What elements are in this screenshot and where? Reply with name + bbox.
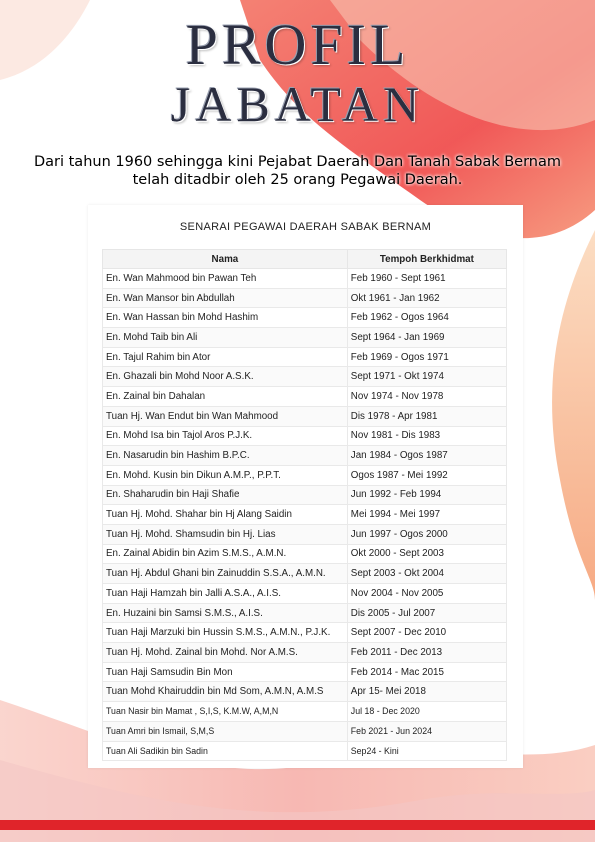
service-period: Feb 2014 - Mac 2015: [347, 662, 506, 682]
service-period: Feb 1962 - Ogos 1964: [347, 308, 506, 328]
service-period: Ogos 1987 - Mei 1992: [347, 465, 506, 485]
officer-name: Tuan Haji Marzuki bin Hussin S.M.S., A.M.N., P.J.K.: [103, 623, 348, 643]
officer-name: En. Shaharudin bin Haji Shafie: [103, 485, 348, 505]
table-row: [103, 544, 507, 564]
list-title: SENARAI PEGAWAI DAERAH SABAK BERNAM: [179, 221, 432, 233]
table-row: [103, 269, 507, 289]
intro-text: Dari tahun 1960 sehingga kini Pejabat Daerah Dan Tanah Sabak Bernam telah ditadbir oleh 25 orang Pegawai Daerah.: [33, 154, 562, 188]
officer-name: En. Mohd Isa bin Tajol Aros P.J.K.: [103, 426, 348, 446]
service-period: Jun 1992 - Feb 1994: [347, 485, 506, 505]
table-body: [103, 269, 507, 761]
officer-name: Tuan Ali Sadikin bin Sadin: [103, 741, 348, 761]
table-header-row: [103, 250, 507, 269]
service-period: Sept 2007 - Dec 2010: [347, 623, 506, 643]
header-title-line2: JABATAN: [170, 76, 425, 132]
table-row: [103, 682, 507, 702]
service-period: Nov 1981 - Dis 1983: [347, 426, 506, 446]
officer-name: En. Huzaini bin Samsi S.M.S., A.I.S.: [103, 603, 348, 623]
table-row: [103, 524, 507, 544]
officer-list-card: [88, 205, 523, 768]
officer-name: Tuan Hj. Wan Endut bin Wan Mahmood: [103, 406, 348, 426]
officer-name: En. Wan Mahmood bin Pawan Teh: [103, 269, 348, 289]
table-row: [103, 662, 507, 682]
officer-name: En. Nasarudin bin Hashim B.P.C.: [103, 446, 348, 466]
service-period: Jun 1997 - Ogos 2000: [347, 524, 506, 544]
officer-name: Tuan Amri bin Ismail, S,M,S: [103, 721, 348, 741]
officer-name: En. Ghazali bin Mohd Noor A.S.K.: [103, 367, 348, 387]
service-period: Feb 1969 - Ogos 1971: [347, 347, 506, 367]
officer-name: Tuan Haji Samsudin Bin Mon: [103, 662, 348, 682]
table-row: [103, 643, 507, 663]
table-row: [103, 347, 507, 367]
officer-name: Tuan Hj. Mohd. Shamsudin bin Hj. Lias: [103, 524, 348, 544]
table-row: [103, 308, 507, 328]
table-row: [103, 603, 507, 623]
service-period: Dis 1978 - Apr 1981: [347, 406, 506, 426]
service-period: Nov 2004 - Nov 2005: [347, 584, 506, 604]
officer-name: En. Zainal bin Dahalan: [103, 387, 348, 407]
officer-name: Tuan Hj. Mohd. Zainal bin Mohd. Nor A.M.S.: [103, 643, 348, 663]
service-period: Sept 1964 - Jan 1969: [347, 328, 506, 348]
service-period: Sept 2003 - Okt 2004: [347, 564, 506, 584]
table-row: [103, 406, 507, 426]
table-row: [103, 505, 507, 525]
officer-name: Tuan Mohd Khairuddin bin Md Som, A.M.N, A.M.S: [103, 682, 348, 702]
table-row: [103, 564, 507, 584]
service-period: Dis 2005 - Jul 2007: [347, 603, 506, 623]
officer-name: En. Mohd Taib bin Ali: [103, 328, 348, 348]
table-row: [103, 446, 507, 466]
table-row: [103, 288, 507, 308]
bottom-accent-bar: [0, 820, 595, 830]
header-title-line1: PROFIL: [185, 12, 410, 77]
officer-name: Tuan Nasir bin Mamat , S,I,S, K.M.W, A,M,N: [103, 702, 348, 722]
service-period: Feb 1960 - Sept 1961: [347, 269, 506, 289]
service-period: Apr 15- Mei 2018: [347, 682, 506, 702]
service-period: Sep24 - Kini: [347, 741, 506, 761]
service-period: Feb 2021 - Jun 2024: [347, 721, 506, 741]
table-row: [103, 584, 507, 604]
officer-name: En. Zainal Abidin bin Azim S.M.S., A.M.N.: [103, 544, 348, 564]
table-row: [103, 367, 507, 387]
service-period: Okt 1961 - Jan 1962: [347, 288, 506, 308]
officer-name: En. Mohd. Kusin bin Dikun A.M.P., P.P.T.: [103, 465, 348, 485]
table-row: [103, 623, 507, 643]
service-period: Okt 2000 - Sept 2003: [347, 544, 506, 564]
officer-name: En. Wan Mansor bin Abdullah: [103, 288, 348, 308]
service-period: Nov 1974 - Nov 1978: [347, 387, 506, 407]
officer-name: Tuan Hj. Mohd. Shahar bin Hj Alang Saidin: [103, 505, 348, 525]
table-row: [103, 485, 507, 505]
table-row: [103, 465, 507, 485]
table-row: [103, 702, 507, 722]
column-header-period: Tempoh Berkhidmat: [347, 250, 506, 269]
officer-table: [102, 249, 507, 761]
service-period: Jan 1984 - Ogos 1987: [347, 446, 506, 466]
column-header-name: Nama: [103, 250, 348, 269]
service-period: Jul 18 - Dec 2020: [347, 702, 506, 722]
officer-name: En. Tajul Rahim bin Ator: [103, 347, 348, 367]
table-row: [103, 328, 507, 348]
service-period: Feb 2011 - Dec 2013: [347, 643, 506, 663]
table-row: [103, 426, 507, 446]
officer-name: Tuan Haji Hamzah bin Jalli A.S.A., A.I.S.: [103, 584, 348, 604]
service-period: Sept 1971 - Okt 1974: [347, 367, 506, 387]
officer-name: Tuan Hj. Abdul Ghani bin Zainuddin S.S.A., A.M.N.: [103, 564, 348, 584]
officer-name: En. Wan Hassan bin Mohd Hashim: [103, 308, 348, 328]
table-row: [103, 741, 507, 761]
table-row: [103, 387, 507, 407]
service-period: Mei 1994 - Mei 1997: [347, 505, 506, 525]
table-row: [103, 721, 507, 741]
